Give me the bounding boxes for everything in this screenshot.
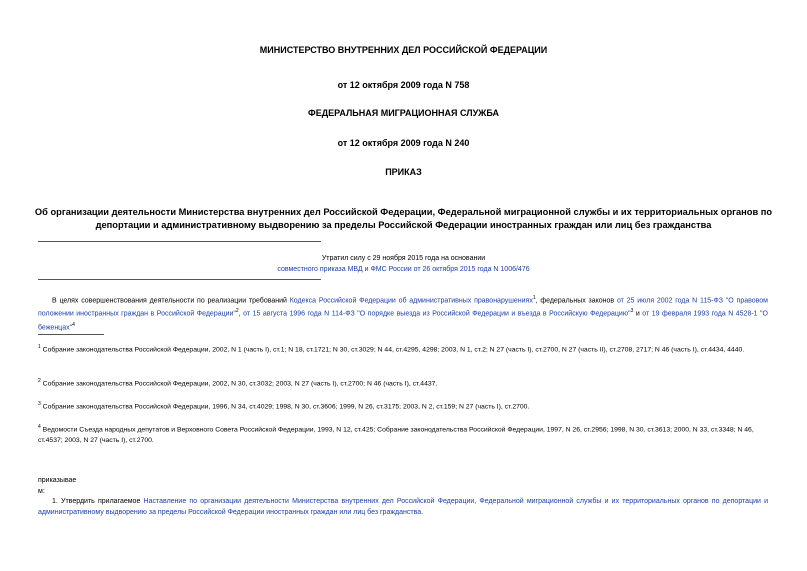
order-date-2: от 12 октября 2009 года N 240 xyxy=(337,138,470,148)
manual-link[interactable]: Наставление по организации деятельности Министерства внутренних дел Российской Федерации, Федеральной миграционной службы и их территориальных органов по депортации и административному выдворению за пределы Российской Федерации иностранных граждан или лиц без гражданства xyxy=(38,498,769,516)
law-4528-link[interactable]: от 19 февраля 1993 года N 4528-1 "О беженцах" xyxy=(38,310,768,331)
footnote-ref-4[interactable]: 4 xyxy=(72,321,75,328)
footnote-text-3: Собрание законодательства Российской Федерации, 1996, N 34, ст.4029; 1998, N 30, ст.3606; 1999, N 26, ст.3175; 2003, N 2, ст.159; N 27 (часть I), ст.2700. xyxy=(40,403,530,411)
footnote-mark-3: 3 xyxy=(38,401,41,407)
service-heading: ФЕДЕРАЛЬНАЯ МИГРАЦИОННАЯ СЛУЖБА xyxy=(308,108,499,118)
footnote-1 xyxy=(38,342,768,355)
preamble-text-3: , xyxy=(238,310,244,318)
footnote-4 xyxy=(38,422,768,446)
order-item-1 xyxy=(38,496,768,518)
ministry-heading: МИНИСТЕРСТВО ВНУТРЕННИХ ДЕЛ РОССИЙСКОЙ ФЕДЕРАЦИИ xyxy=(259,45,548,55)
document-title: Об организации деятельности Министерства внутренних дел Российской Федерации, Федеральной миграционной службы и их территориальных органов по депортации и административному выдворению за пределы Российской Федерации иностранных граждан или лиц без гражданства xyxy=(34,207,773,230)
footnote-mark-2: 2 xyxy=(38,378,41,384)
repeal-order-link[interactable]: совместного приказа МВД и ФМС России от 26 октября 2015 года N 1006/476 xyxy=(277,266,530,273)
order-date-1: от 12 октября 2009 года N 758 xyxy=(337,80,470,90)
footnote-ref-1[interactable]: 1 xyxy=(532,295,536,301)
divider-top xyxy=(38,241,321,242)
footnote-divider xyxy=(38,334,104,335)
status-text: Утратил силу с 29 ноября 2015 года на основании xyxy=(321,255,486,262)
footnote-text-4: Ведомости Съезда народных депутатов и Верховного Совета Российской Федерации, 1993, N 12, ст.425; Собрание законодательства Российской Федерации, 1997, N 26, ст.2956; 1998, N 30, ст.3613; 2000, N 33, ст.3348; N 46, ст.4537; 2003, N 27 (часть I), ст.2700. xyxy=(38,426,754,445)
document-type: ПРИКАЗ xyxy=(385,167,422,177)
footnote-mark-1: 1 xyxy=(38,344,41,350)
status-link[interactable] xyxy=(0,264,807,275)
law-115-link[interactable]: от 25 июля 2002 года N 115-ФЗ "О правовом положении иностранных граждан в Российской Федерации" xyxy=(38,297,768,318)
footnote-ref-3[interactable]: 3 xyxy=(630,308,634,315)
order-item-1-prefix: 1. Утвердить прилагаемое xyxy=(52,498,144,505)
footnote-3 xyxy=(38,399,768,412)
footnote-2 xyxy=(38,376,768,389)
footnote-mark-4: 4 xyxy=(38,424,41,430)
footnote-text-1: Собрание законодательства Российской Федерации, 2002, N 1 (часть I), ст.1; N 18, ст.1721; N 30, ст.3029; N 44, ст.4295, 4298; 2003, N 1, ст.2; N 27 (часть I), ст.2700, N 27 (часть II), ст.2708, 2717; N 46 (часть I), ст.4434, 4440. xyxy=(40,346,745,354)
divider-status xyxy=(38,279,321,280)
preamble-text-2: , федеральных законов xyxy=(535,297,617,305)
order-word-part-2: м: xyxy=(38,488,45,495)
law-114-link[interactable]: от 15 августа 1996 года N 114-ФЗ "О порядке выезда из Российской Федерации и въезда в Российскую Федерацию" xyxy=(243,310,631,318)
order-word-part-1: приказывае xyxy=(38,477,77,484)
koap-link[interactable]: Кодекса Российской Федерации об административных правонарушениях xyxy=(289,297,533,305)
footnote-ref-2[interactable]: 2 xyxy=(235,308,239,315)
footnote-text-2: Собрание законодательства Российской Федерации, 2002, N 30, ст.3032; 2003, N 27 (часть I), ст.2700; N 46 (часть I), ст.4437. xyxy=(40,380,438,388)
preamble-text-4: и xyxy=(633,310,643,318)
order-item-1-suffix: . xyxy=(421,509,424,516)
preamble-text-1: В целях совершенствования деятельности по реализации требований xyxy=(52,297,290,305)
preamble-paragraph xyxy=(38,293,768,333)
